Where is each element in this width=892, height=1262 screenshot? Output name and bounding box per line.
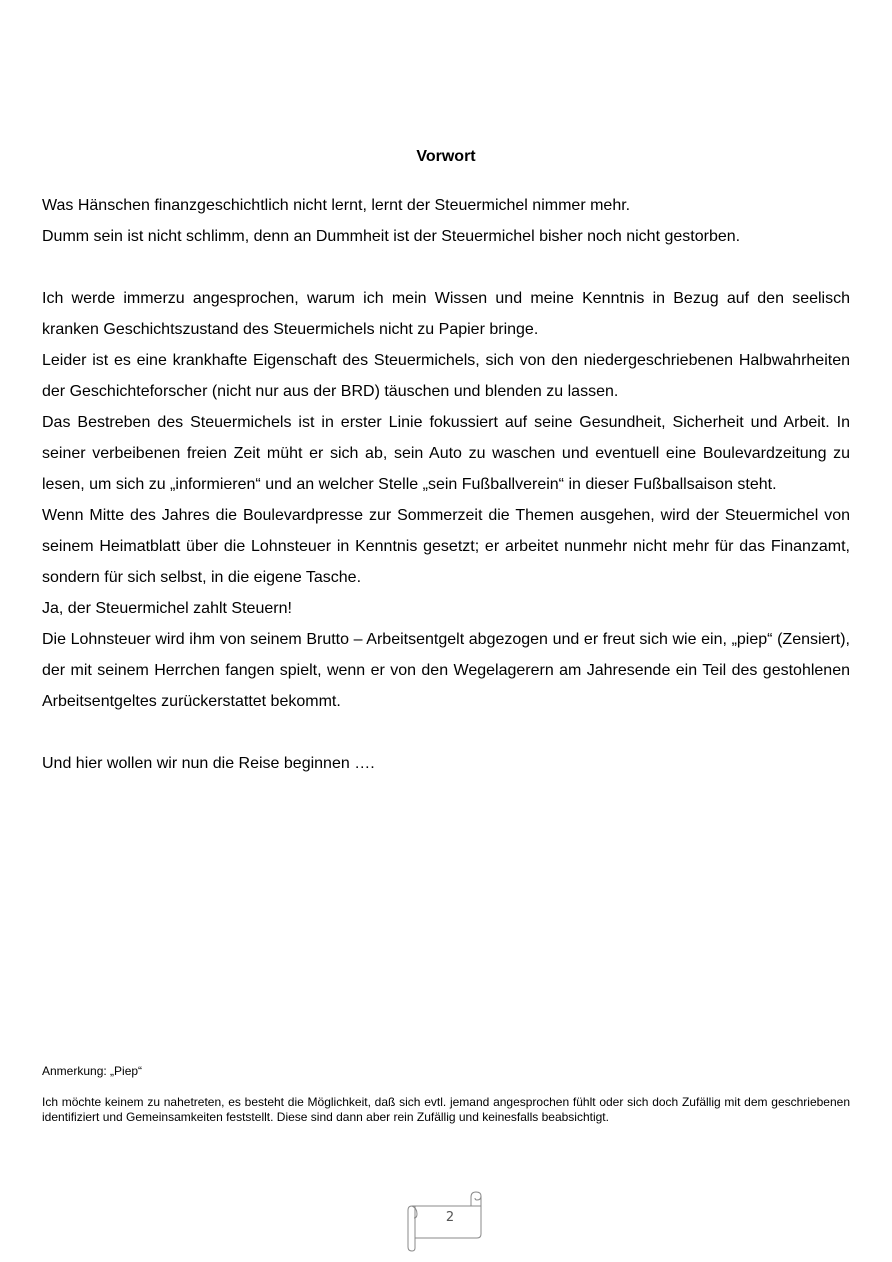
paragraph: Das Bestreben des Steuermichels ist in erster Linie fokussiert auf seine Gesundheit, Sicherheit und Arbeit. In seiner verbeibenen freien Zeit müht er sich ab, sein Auto zu waschen und eventuell eine Boulevardzeitung zu lesen, um sich zu „informieren“ und an welcher Stelle „sein Fußballverein“ in dieser Fußballsaison steht. <box>42 414 850 493</box>
paragraph: Wenn Mitte des Jahres die Boulevardpresse zur Sommerzeit die Themen ausgehen, wird der Steuermichel von seinem Heimatblatt über die Lohnsteuer in Kenntnis gesetzt; er arbeitet nunmehr nicht mehr für das Finanzamt, sondern für sich selbst, in die eigene Tasche. <box>42 507 850 586</box>
footnote-text: Ich möchte keinem zu nahetreten, es besteht die Möglichkeit, daß sich evtl. jemand angesprochen fühlt oder sich doch Zufällig mit dem geschriebenen identifiziert und Gemeinsamkeiten feststellt. Diese sind dann aber rein Zufällig und keinesfalls beabsichtigt. <box>42 1095 850 1124</box>
body-text <box>42 190 850 779</box>
paragraph: Was Hänschen finanzgeschichtlich nicht lernt, lernt der Steuermichel nimmer mehr. <box>42 197 631 214</box>
paragraph: Die Lohnsteuer wird ihm von seinem Brutto – Arbeitsentgelt abgezogen und er freut sich wie ein, „piep“ (Zensiert), der mit seinem Herrchen fangen spielt, wenn er von den Wegelagerern am Jahresende ein Teil des gestohlenen Arbeitsentgeltes zurückerstattet bekommt. <box>42 631 850 710</box>
paragraph: Dumm sein ist nicht schlimm, denn an Dummheit ist der Steuermichel bisher noch nicht gestorben. <box>42 228 741 245</box>
paragraph: Ja, der Steuermichel zahlt Steuern! <box>42 600 292 617</box>
page-number: 2 <box>445 1210 455 1225</box>
paragraph: Leider ist es eine krankhafte Eigenschaft des Steuermichels, sich von den niedergeschriebenen Halbwahrheiten der Geschichteforscher (nicht nur aus der BRD) täuschen und blenden zu lassen. <box>42 352 850 400</box>
page-title: Vorwort <box>416 148 476 165</box>
paragraph: Ich werde immerzu angesprochen, warum ich mein Wissen und meine Kenntnis in Bezug auf den seelisch kranken Geschichtszustand des Steuermichels nicht zu Papier bringe. <box>42 290 850 338</box>
paragraph: Und hier wollen wir nun die Reise beginnen …. <box>42 755 375 772</box>
footnote-label: Anmerkung: „Piep“ <box>42 1064 143 1078</box>
